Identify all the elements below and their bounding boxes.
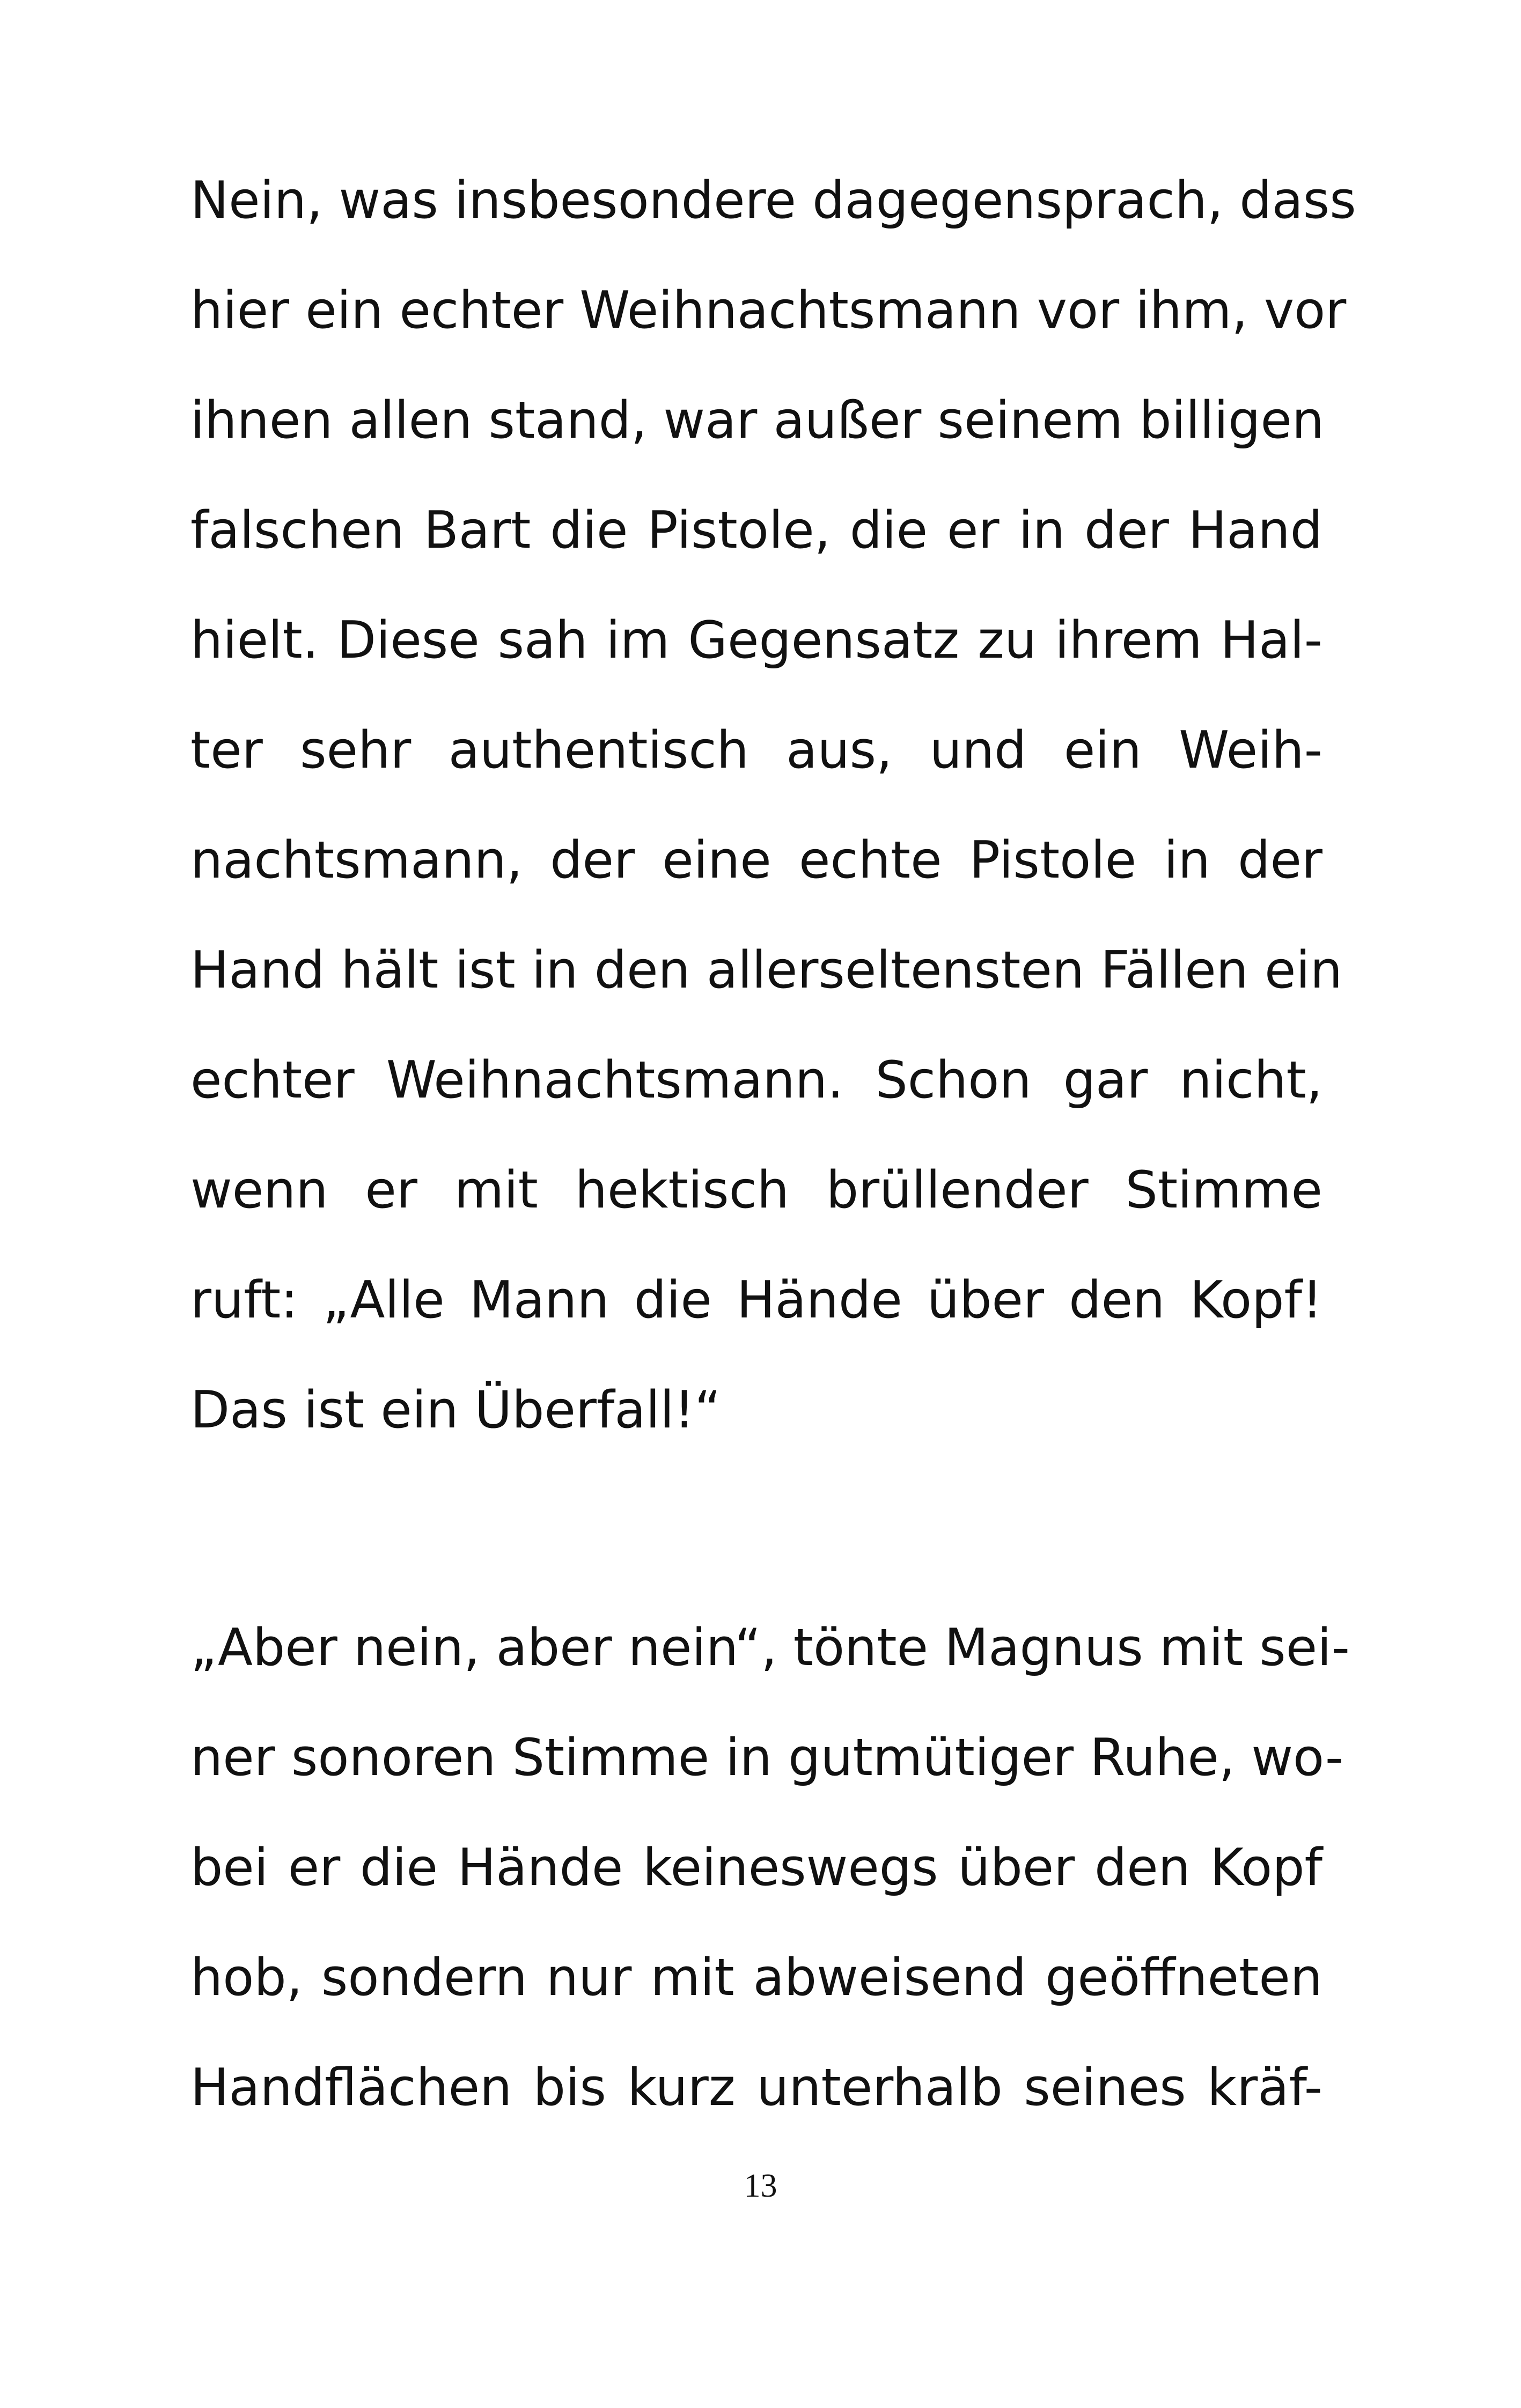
text-line: ihnen allen stand, war außer seinem billigen (190, 391, 1325, 450)
text-line: echter Weihnachtsmann. Schon gar nicht, (190, 1051, 1322, 1110)
text-line: hob, sondern nur mit abweisend geöffneten (190, 1948, 1322, 2007)
text-line: ter sehr authentisch aus, und ein Weih- (190, 721, 1322, 780)
text-line: bei er die Hände keineswegs über den Kopf (190, 1838, 1322, 1897)
page-number: 13 (744, 2168, 777, 2204)
text-line: Nein, was insbesondere dagegensprach, dass (190, 171, 1356, 230)
text-line: Das ist ein Überfall!“ (190, 1381, 721, 1440)
text-line: Hand hält ist in den allerseltensten Fällen ein (190, 941, 1343, 1000)
text-line: Handflächen bis kurz unterhalb seines kräf- (190, 2058, 1322, 2117)
text-line: hier ein echter Weihnachtsmann vor ihm, vor (190, 281, 1347, 340)
text-line: ner sonoren Stimme in gutmütiger Ruhe, wo- (190, 1728, 1344, 1787)
text-line: ruft: „Alle Mann die Hände über den Kopf! (190, 1271, 1322, 1330)
text-line: hielt. Diese sah im Gegensatz zu ihrem Hal- (190, 611, 1322, 670)
text-line: „Aber nein, aber nein“, tönte Magnus mit sei- (190, 1618, 1350, 1677)
text-line: nachtsmann, der eine echte Pistole in der (190, 831, 1322, 890)
text-line: falschen Bart die Pistole, die er in der Hand (190, 501, 1322, 560)
text-line: wenn er mit hektisch brüllender Stimme (190, 1161, 1322, 1220)
